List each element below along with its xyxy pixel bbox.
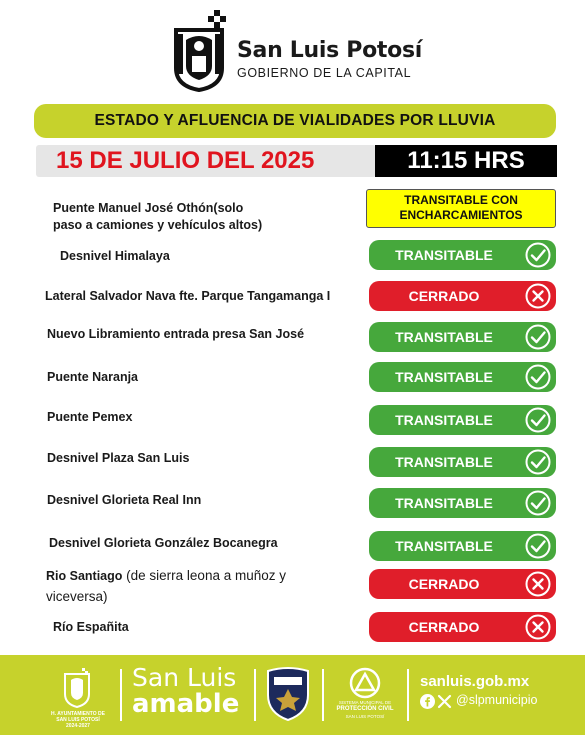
check-circle-icon — [525, 490, 551, 516]
x-circle-icon — [525, 571, 551, 597]
civil-protection-line: SAN LUIS POTOSÍ — [345, 714, 385, 719]
road-name — [53, 200, 262, 234]
footer-divider — [254, 669, 256, 721]
road-row — [0, 239, 585, 271]
status-badge-open — [369, 362, 556, 392]
report-time: 11:15 HRS — [407, 147, 525, 174]
road-name: Desnivel Himalaya — [60, 249, 170, 263]
title-banner — [34, 104, 556, 138]
road-row — [0, 446, 585, 478]
status-badge-closed — [369, 612, 556, 642]
footer-divider — [120, 669, 122, 721]
road-name: Desnivel Glorieta González Bocanegra — [49, 536, 278, 550]
ayuntamiento-line: H. AYUNTAMIENTO DE — [51, 711, 105, 717]
status-badge-warning — [366, 189, 556, 228]
government-subtitle: GOBIERNO DE LA CAPITAL — [237, 66, 412, 80]
check-circle-icon — [525, 364, 551, 390]
road-row — [0, 567, 585, 607]
check-circle-icon — [525, 242, 551, 268]
road-name: Puente Naranja — [47, 370, 139, 384]
status-label: TRANSITABLE — [395, 538, 493, 554]
status-badge-closed — [369, 281, 556, 311]
status-label: CERRADO — [408, 288, 480, 304]
social-handle[interactable]: @slpmunicipio — [456, 693, 538, 707]
road-row — [0, 530, 585, 562]
page-title: ESTADO Y AFLUENCIA DE VIALIDADES POR LLUVIA — [94, 112, 496, 129]
status-label: TRANSITABLE — [395, 369, 493, 385]
civil-protection-icon — [349, 667, 381, 699]
brand — [237, 38, 422, 80]
status-label: CERRADO — [408, 619, 480, 635]
date-banner — [36, 145, 376, 177]
road-name-rest: (de sierra leona a muñoz y — [122, 568, 286, 583]
status-badge-open — [369, 240, 556, 270]
status-label: CERRADO — [408, 576, 480, 592]
facebook-icon[interactable] — [420, 694, 435, 709]
website-link[interactable]: sanluis.gob.mx — [420, 673, 530, 690]
road-row — [0, 487, 585, 519]
road-name-line: paso a camiones y vehículos altos) — [53, 218, 263, 232]
footer-divider — [407, 669, 409, 721]
civil-protection-line: SISTEMA MUNICIPAL DE — [338, 700, 392, 705]
check-circle-icon — [525, 324, 551, 350]
road-name-line: Puente Manuel José Othón(solo — [53, 201, 244, 215]
header — [0, 0, 585, 100]
ayuntamiento-label — [44, 711, 112, 729]
police-badge-icon — [264, 665, 312, 721]
ayuntamiento-line: SAN LUIS POTOSÍ — [56, 717, 100, 723]
status-label — [367, 193, 555, 223]
road-name: Río Españita — [53, 620, 129, 634]
x-circle-icon — [525, 283, 551, 309]
status-badge-open — [369, 322, 556, 352]
status-label: TRANSITABLE — [395, 495, 493, 511]
road-row — [0, 321, 585, 353]
road-name-line: viceversa) — [46, 589, 108, 604]
city-crest-icon — [172, 10, 230, 92]
x-circle-icon — [525, 614, 551, 640]
status-badge-open — [369, 531, 556, 561]
road-name-bold: Rio Santiago — [46, 569, 123, 583]
status-badge-closed — [369, 569, 556, 599]
check-circle-icon — [525, 449, 551, 475]
road-name: Puente Pemex — [47, 410, 133, 424]
status-badge-open — [369, 405, 556, 435]
slogan-line-2: amable — [132, 689, 240, 719]
road-row — [0, 190, 585, 236]
road-row — [0, 362, 585, 394]
ayuntamiento-years: 2024-2027 — [66, 723, 90, 729]
slogan-line-1: San Luis — [132, 663, 237, 692]
road-row — [0, 280, 585, 312]
status-label: TRANSITABLE — [395, 329, 493, 345]
status-badge-open — [369, 447, 556, 477]
status-label-line: ENCHARCAMIENTOS — [399, 208, 523, 222]
road-name: Nuevo Libramiento entrada presa San José — [47, 327, 305, 341]
time-banner — [375, 145, 557, 177]
road-name: Lateral Salvador Nava fte. Parque Tangamanga I — [45, 289, 331, 303]
road-name: Desnivel Plaza San Luis — [47, 451, 190, 465]
city-name: San Luis Potosí — [237, 38, 422, 63]
road-row — [0, 404, 585, 436]
status-label: TRANSITABLE — [395, 247, 493, 263]
check-circle-icon — [525, 407, 551, 433]
status-badge-open — [369, 488, 556, 518]
footer — [0, 655, 585, 735]
civil-protection-title: PROTECCIÓN CIVIL — [336, 706, 394, 712]
ayuntamiento-crest-icon — [62, 668, 92, 708]
status-label: TRANSITABLE — [395, 454, 493, 470]
road-name-line — [46, 567, 286, 585]
road-name — [46, 567, 286, 605]
road-row — [0, 612, 585, 644]
status-label: TRANSITABLE — [395, 412, 493, 428]
status-label-line: TRANSITABLE CON — [404, 193, 518, 207]
road-name: Desnivel Glorieta Real Inn — [47, 493, 202, 507]
report-date: 15 DE JULIO DEL 2025 — [56, 147, 315, 174]
footer-divider — [322, 669, 324, 721]
x-icon[interactable] — [437, 694, 452, 709]
check-circle-icon — [525, 533, 551, 559]
